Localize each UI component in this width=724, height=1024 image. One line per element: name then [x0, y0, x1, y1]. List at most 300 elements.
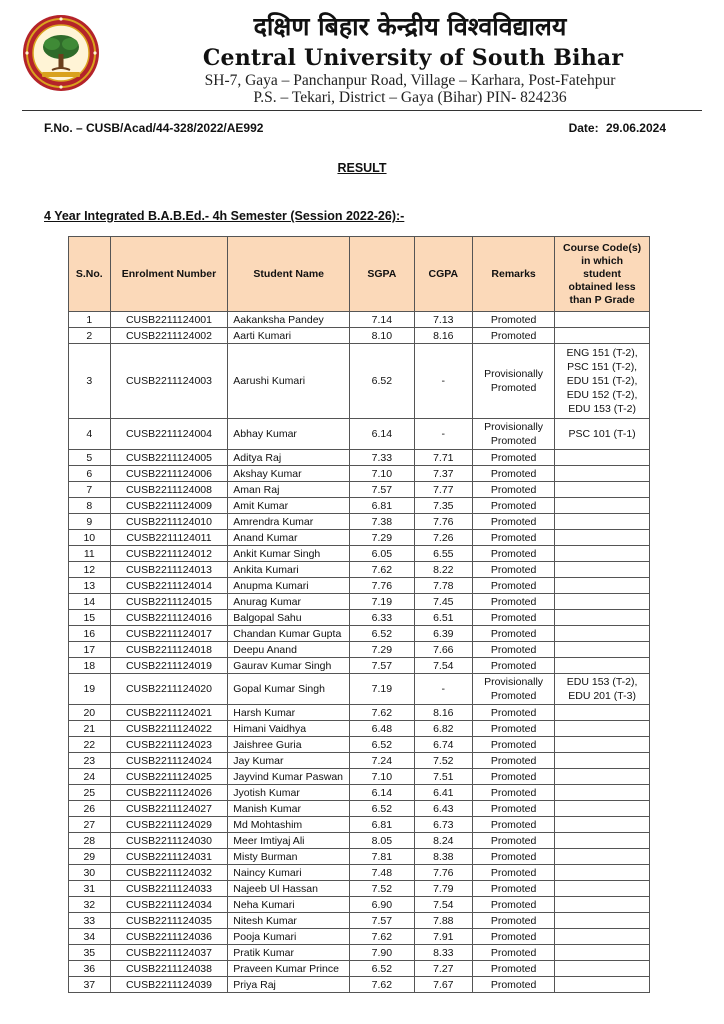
cell-cgpa: - [414, 674, 472, 705]
cell-student-name: Md Mohtashim [228, 817, 350, 833]
cell-sgpa: 6.14 [350, 419, 415, 450]
cell-remarks: Promoted [472, 817, 554, 833]
cell-course-codes [555, 546, 650, 562]
cell-sgpa: 7.10 [350, 769, 415, 785]
cell-course-codes [555, 450, 650, 466]
cell-student-name: Pratik Kumar [228, 945, 350, 961]
table-row [69, 705, 650, 721]
cell-course-codes [555, 312, 650, 328]
cell-remarks: Promoted [472, 594, 554, 610]
table-row [69, 562, 650, 578]
cell-student-name: Harsh Kumar [228, 705, 350, 721]
cell-student-name: Aakanksha Pandey [228, 312, 350, 328]
cell-course-codes [555, 626, 650, 642]
cell-sno: 29 [69, 849, 111, 865]
cell-sgpa: 8.05 [350, 833, 415, 849]
cell-enrolment: CUSB2211124032 [110, 865, 228, 881]
cell-sgpa: 6.90 [350, 897, 415, 913]
cell-enrolment: CUSB2211124023 [110, 737, 228, 753]
table-row [69, 450, 650, 466]
cell-course-codes: ENG 151 (T-2), PSC 151 (T-2), EDU 151 (T-2), EDU 152 (T-2), EDU 153 (T-2) [555, 344, 650, 419]
cell-enrolment: CUSB2211124034 [110, 897, 228, 913]
cell-sno: 34 [69, 929, 111, 945]
cell-enrolment: CUSB2211124033 [110, 881, 228, 897]
cell-sno: 16 [69, 626, 111, 642]
cell-remarks: Promoted [472, 705, 554, 721]
cell-sgpa: 7.57 [350, 482, 415, 498]
cell-sno: 10 [69, 530, 111, 546]
cell-student-name: Himani Vaidhya [228, 721, 350, 737]
cell-cgpa: 7.76 [414, 514, 472, 530]
cell-enrolment: CUSB2211124024 [110, 753, 228, 769]
cell-course-codes [555, 705, 650, 721]
cell-sno: 9 [69, 514, 111, 530]
cell-course-codes [555, 913, 650, 929]
table-row [69, 419, 650, 450]
table-row [69, 945, 650, 961]
cell-sgpa: 7.57 [350, 658, 415, 674]
cell-sgpa: 6.48 [350, 721, 415, 737]
table-header-row [69, 237, 650, 312]
cell-enrolment: CUSB2211124011 [110, 530, 228, 546]
cell-remarks: Promoted [472, 658, 554, 674]
cell-course-codes [555, 514, 650, 530]
cell-cgpa: 7.27 [414, 961, 472, 977]
table-row [69, 913, 650, 929]
table-row [69, 466, 650, 482]
cell-course-codes: EDU 153 (T-2), EDU 201 (T-3) [555, 674, 650, 705]
cell-student-name: Gopal Kumar Singh [228, 674, 350, 705]
cell-sgpa: 7.81 [350, 849, 415, 865]
cell-student-name: Priya Raj [228, 977, 350, 993]
cell-student-name: Meer Imtiyaj Ali [228, 833, 350, 849]
table-row [69, 530, 650, 546]
cell-cgpa: 7.77 [414, 482, 472, 498]
cell-sno: 22 [69, 737, 111, 753]
cell-remarks: Promoted [472, 721, 554, 737]
cell-remarks: Promoted [472, 865, 554, 881]
cell-enrolment: CUSB2211124031 [110, 849, 228, 865]
cell-sno: 5 [69, 450, 111, 466]
cell-sgpa: 6.14 [350, 785, 415, 801]
cell-course-codes [555, 642, 650, 658]
cell-cgpa: 7.76 [414, 865, 472, 881]
cell-remarks: Promoted [472, 546, 554, 562]
cell-student-name: Pooja Kumari [228, 929, 350, 945]
cell-sno: 32 [69, 897, 111, 913]
cell-sno: 19 [69, 674, 111, 705]
table-row [69, 865, 650, 881]
cell-course-codes: PSC 101 (T-1) [555, 419, 650, 450]
cell-cgpa: 8.16 [414, 328, 472, 344]
cell-course-codes [555, 658, 650, 674]
table-row [69, 610, 650, 626]
cell-sno: 8 [69, 498, 111, 514]
cell-sno: 26 [69, 801, 111, 817]
cell-cgpa: 7.54 [414, 658, 472, 674]
table-row [69, 674, 650, 705]
col-header-name: Student Name [228, 237, 350, 312]
table-row [69, 514, 650, 530]
cell-course-codes [555, 945, 650, 961]
cell-cgpa: 7.66 [414, 642, 472, 658]
cell-cgpa: 6.73 [414, 817, 472, 833]
table-row [69, 498, 650, 514]
cell-sgpa: 6.52 [350, 737, 415, 753]
cell-course-codes [555, 482, 650, 498]
header-divider [22, 110, 702, 111]
cell-sgpa: 7.33 [350, 450, 415, 466]
cell-enrolment: CUSB2211124018 [110, 642, 228, 658]
cell-course-codes [555, 865, 650, 881]
table-row [69, 626, 650, 642]
table-row [69, 977, 650, 993]
cell-remarks: Promoted [472, 578, 554, 594]
cell-remarks: Promoted [472, 450, 554, 466]
cell-remarks: Promoted [472, 626, 554, 642]
document-title: RESULT [337, 161, 387, 175]
cell-sgpa: 6.05 [350, 546, 415, 562]
cell-student-name: Ankit Kumar Singh [228, 546, 350, 562]
cell-cgpa: 8.16 [414, 705, 472, 721]
col-header-enrolment: Enrolment Number [110, 237, 228, 312]
cell-course-codes [555, 961, 650, 977]
table-row [69, 833, 650, 849]
cell-remarks: Promoted [472, 977, 554, 993]
cell-sgpa: 7.76 [350, 578, 415, 594]
cell-student-name: Praveen Kumar Prince [228, 961, 350, 977]
issue-date [569, 121, 666, 135]
cell-cgpa: 7.88 [414, 913, 472, 929]
cell-remarks: Promoted [472, 482, 554, 498]
cell-course-codes [555, 929, 650, 945]
program-heading: 4 Year Integrated B.A.B.Ed.- 4h Semester (Session 2022-26):- [44, 209, 405, 223]
cell-course-codes [555, 498, 650, 514]
cell-sgpa: 6.52 [350, 344, 415, 419]
table-row [69, 881, 650, 897]
cell-cgpa: - [414, 344, 472, 419]
table-body [69, 312, 650, 993]
cell-enrolment: CUSB2211124014 [110, 578, 228, 594]
cell-student-name: Abhay Kumar [228, 419, 350, 450]
cell-remarks: Promoted [472, 801, 554, 817]
cell-sno: 15 [69, 610, 111, 626]
cell-cgpa: 7.51 [414, 769, 472, 785]
cell-student-name: Najeeb Ul Hassan [228, 881, 350, 897]
cell-sno: 3 [69, 344, 111, 419]
cell-student-name: Jaishree Guria [228, 737, 350, 753]
date-value: 29.06.2024 [605, 121, 666, 135]
address-line-1: SH-7, Gaya – Panchanpur Road, Village – Karhara, Post-Fatehpur [204, 72, 616, 89]
cell-remarks: Promoted [472, 945, 554, 961]
cell-sgpa: 7.14 [350, 312, 415, 328]
cell-sgpa: 7.62 [350, 977, 415, 993]
cell-enrolment: CUSB2211124003 [110, 344, 228, 419]
cell-cgpa: 7.52 [414, 753, 472, 769]
cell-sgpa: 6.52 [350, 626, 415, 642]
cell-remarks: Promoted [472, 785, 554, 801]
result-table [68, 236, 650, 993]
cell-sno: 12 [69, 562, 111, 578]
cell-sgpa: 7.57 [350, 913, 415, 929]
cell-student-name: Deepu Anand [228, 642, 350, 658]
cell-remarks: Provisionally Promoted [472, 419, 554, 450]
cell-sno: 25 [69, 785, 111, 801]
cell-cgpa: 6.55 [414, 546, 472, 562]
cell-cgpa: 8.22 [414, 562, 472, 578]
cell-remarks: Promoted [472, 961, 554, 977]
cell-cgpa: 7.13 [414, 312, 472, 328]
cell-student-name: Chandan Kumar Gupta [228, 626, 350, 642]
cell-cgpa: 7.78 [414, 578, 472, 594]
cell-cgpa: 8.24 [414, 833, 472, 849]
cell-cgpa: 8.38 [414, 849, 472, 865]
cell-enrolment: CUSB2211124008 [110, 482, 228, 498]
cell-sno: 11 [69, 546, 111, 562]
table-row [69, 929, 650, 945]
cell-cgpa: 7.71 [414, 450, 472, 466]
cell-student-name: Gaurav Kumar Singh [228, 658, 350, 674]
cell-student-name: Neha Kumari [228, 897, 350, 913]
cell-enrolment: CUSB2211124021 [110, 705, 228, 721]
cell-remarks: Provisionally Promoted [472, 674, 554, 705]
cell-sno: 24 [69, 769, 111, 785]
table-row [69, 328, 650, 344]
cell-course-codes [555, 817, 650, 833]
cell-cgpa: 7.35 [414, 498, 472, 514]
cell-sno: 33 [69, 913, 111, 929]
cell-student-name: Ankita Kumari [228, 562, 350, 578]
table-row [69, 312, 650, 328]
cell-remarks: Provisionally Promoted [472, 344, 554, 419]
cell-sno: 20 [69, 705, 111, 721]
cell-enrolment: CUSB2211124002 [110, 328, 228, 344]
cell-sgpa: 7.19 [350, 594, 415, 610]
cell-enrolment: CUSB2211124009 [110, 498, 228, 514]
cell-sno: 27 [69, 817, 111, 833]
cell-sgpa: 7.90 [350, 945, 415, 961]
cell-student-name: Misty Burman [228, 849, 350, 865]
cell-sgpa: 6.81 [350, 817, 415, 833]
cell-cgpa: 7.79 [414, 881, 472, 897]
cell-student-name: Aman Raj [228, 482, 350, 498]
cell-course-codes [555, 721, 650, 737]
cell-sno: 18 [69, 658, 111, 674]
cell-enrolment: CUSB2211124039 [110, 977, 228, 993]
cell-remarks: Promoted [472, 562, 554, 578]
cell-cgpa: 6.41 [414, 785, 472, 801]
university-name-english: Central University of South Bihar [202, 45, 624, 71]
cell-remarks: Promoted [472, 897, 554, 913]
cell-remarks: Promoted [472, 769, 554, 785]
cell-sno: 37 [69, 977, 111, 993]
cell-sgpa: 7.38 [350, 514, 415, 530]
cell-course-codes [555, 594, 650, 610]
cell-course-codes [555, 977, 650, 993]
cell-sgpa: 8.10 [350, 328, 415, 344]
cell-student-name: Amrendra Kumar [228, 514, 350, 530]
cell-enrolment: CUSB2211124029 [110, 817, 228, 833]
cell-cgpa: 6.39 [414, 626, 472, 642]
cell-course-codes [555, 562, 650, 578]
cell-enrolment: CUSB2211124036 [110, 929, 228, 945]
cell-remarks: Promoted [472, 642, 554, 658]
cell-enrolment: CUSB2211124005 [110, 450, 228, 466]
table-row [69, 594, 650, 610]
table-row [69, 546, 650, 562]
cell-sno: 14 [69, 594, 111, 610]
cell-cgpa: 6.43 [414, 801, 472, 817]
table-row [69, 737, 650, 753]
cell-sgpa: 7.29 [350, 530, 415, 546]
table-row [69, 482, 650, 498]
cell-course-codes [555, 610, 650, 626]
cell-sno: 21 [69, 721, 111, 737]
cell-student-name: Aarushi Kumari [228, 344, 350, 419]
cell-enrolment: CUSB2211124013 [110, 562, 228, 578]
cell-enrolment: CUSB2211124022 [110, 721, 228, 737]
col-header-sgpa: SGPA [350, 237, 415, 312]
cell-student-name: Aarti Kumari [228, 328, 350, 344]
cell-sgpa: 7.62 [350, 929, 415, 945]
cell-student-name: Jayvind Kumar Paswan [228, 769, 350, 785]
cell-remarks: Promoted [472, 530, 554, 546]
cell-enrolment: CUSB2211124001 [110, 312, 228, 328]
cell-sgpa: 7.62 [350, 705, 415, 721]
cell-enrolment: CUSB2211124026 [110, 785, 228, 801]
file-number: F.No. – CUSB/Acad/44-328/2022/AE992 [44, 121, 264, 135]
cell-cgpa: 7.54 [414, 897, 472, 913]
cell-course-codes [555, 578, 650, 594]
cell-cgpa: 7.45 [414, 594, 472, 610]
cell-course-codes [555, 833, 650, 849]
cell-cgpa: 6.74 [414, 737, 472, 753]
cell-cgpa: 6.82 [414, 721, 472, 737]
table-row [69, 817, 650, 833]
cell-course-codes [555, 769, 650, 785]
cell-sno: 30 [69, 865, 111, 881]
cell-sgpa: 7.62 [350, 562, 415, 578]
cell-sgpa: 7.29 [350, 642, 415, 658]
cell-remarks: Promoted [472, 498, 554, 514]
cell-remarks: Promoted [472, 881, 554, 897]
cell-enrolment: CUSB2211124019 [110, 658, 228, 674]
cell-remarks: Promoted [472, 514, 554, 530]
cell-cgpa: 7.67 [414, 977, 472, 993]
cell-sno: 7 [69, 482, 111, 498]
cell-sno: 6 [69, 466, 111, 482]
cell-cgpa: 6.51 [414, 610, 472, 626]
cell-enrolment: CUSB2211124030 [110, 833, 228, 849]
cell-course-codes [555, 753, 650, 769]
university-seal-tree-icon [22, 14, 100, 92]
cell-remarks: Promoted [472, 913, 554, 929]
cell-sgpa: 7.52 [350, 881, 415, 897]
cell-enrolment: CUSB2211124010 [110, 514, 228, 530]
cell-enrolment: CUSB2211124027 [110, 801, 228, 817]
table-row [69, 658, 650, 674]
cell-sno: 36 [69, 961, 111, 977]
cell-remarks: Promoted [472, 466, 554, 482]
table-row [69, 801, 650, 817]
cell-cgpa: 7.37 [414, 466, 472, 482]
cell-enrolment: CUSB2211124037 [110, 945, 228, 961]
cell-student-name: Aditya Raj [228, 450, 350, 466]
cell-enrolment: CUSB2211124015 [110, 594, 228, 610]
cell-course-codes [555, 530, 650, 546]
cell-enrolment: CUSB2211124016 [110, 610, 228, 626]
cell-student-name: Jyotish Kumar [228, 785, 350, 801]
cell-sno: 13 [69, 578, 111, 594]
cell-sno: 35 [69, 945, 111, 961]
cell-enrolment: CUSB2211124012 [110, 546, 228, 562]
cell-sno: 2 [69, 328, 111, 344]
cell-student-name: Balgopal Sahu [228, 610, 350, 626]
cell-remarks: Promoted [472, 328, 554, 344]
col-header-course-codes: Course Code(s) in which student obtained less than P Grade [555, 237, 650, 312]
cell-enrolment: CUSB2211124038 [110, 961, 228, 977]
cell-course-codes [555, 737, 650, 753]
cell-enrolment: CUSB2211124017 [110, 626, 228, 642]
cell-sgpa: 7.48 [350, 865, 415, 881]
cell-enrolment: CUSB2211124006 [110, 466, 228, 482]
cell-course-codes [555, 466, 650, 482]
table-row [69, 753, 650, 769]
cell-course-codes [555, 801, 650, 817]
cell-student-name: Akshay Kumar [228, 466, 350, 482]
cell-course-codes [555, 897, 650, 913]
cell-enrolment: CUSB2211124004 [110, 419, 228, 450]
cell-sgpa: 6.52 [350, 801, 415, 817]
cell-sno: 23 [69, 753, 111, 769]
cell-sno: 28 [69, 833, 111, 849]
cell-student-name: Anurag Kumar [228, 594, 350, 610]
cell-course-codes [555, 849, 650, 865]
cell-remarks: Promoted [472, 929, 554, 945]
table-row [69, 961, 650, 977]
cell-remarks: Promoted [472, 833, 554, 849]
university-name-hindi: दक्षिण बिहार केन्द्रीय विश्वविद्यालय [253, 12, 567, 41]
address-line-2: P.S. – Tekari, District – Gaya (Bihar) PIN- 824236 [253, 89, 567, 106]
table-row [69, 721, 650, 737]
cell-sgpa: 6.52 [350, 961, 415, 977]
cell-sno: 1 [69, 312, 111, 328]
cell-enrolment: CUSB2211124020 [110, 674, 228, 705]
table-row [69, 642, 650, 658]
col-header-cgpa: CGPA [414, 237, 472, 312]
cell-sno: 17 [69, 642, 111, 658]
cell-sgpa: 6.81 [350, 498, 415, 514]
cell-course-codes [555, 328, 650, 344]
cell-sgpa: 7.10 [350, 466, 415, 482]
cell-student-name: Naincy Kumari [228, 865, 350, 881]
cell-remarks: Promoted [472, 753, 554, 769]
date-label: Date: [568, 121, 599, 135]
cell-cgpa: - [414, 419, 472, 450]
table-row [69, 769, 650, 785]
table-row [69, 849, 650, 865]
cell-sno: 31 [69, 881, 111, 897]
cell-sgpa: 7.24 [350, 753, 415, 769]
cell-remarks: Promoted [472, 312, 554, 328]
cell-sgpa: 6.33 [350, 610, 415, 626]
cell-cgpa: 7.26 [414, 530, 472, 546]
cell-sno: 4 [69, 419, 111, 450]
cell-course-codes [555, 785, 650, 801]
cell-course-codes [555, 881, 650, 897]
cell-remarks: Promoted [472, 610, 554, 626]
col-header-remarks: Remarks [472, 237, 554, 312]
